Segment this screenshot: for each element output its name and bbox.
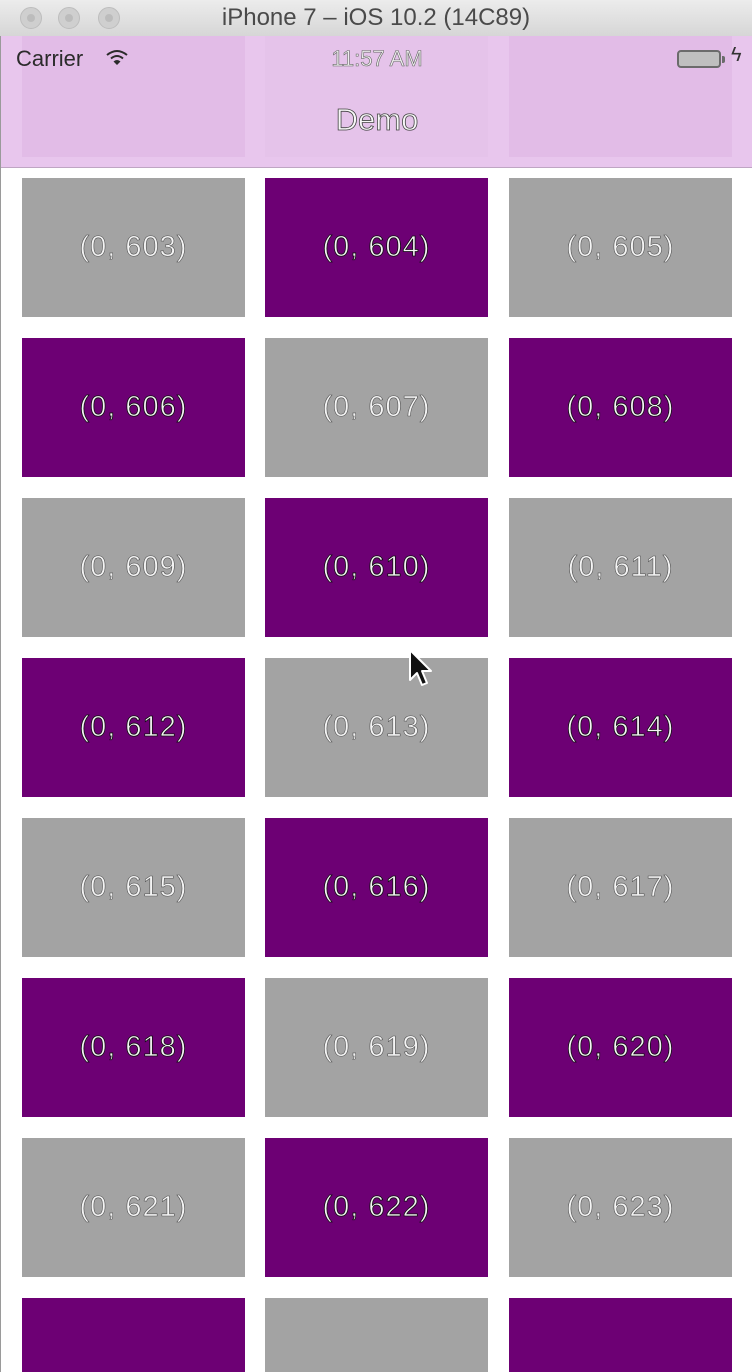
- nav-title: Demo: [335, 102, 419, 137]
- status-time: 11:57 AM: [331, 46, 423, 71]
- grid-cell[interactable]: [509, 1298, 732, 1372]
- grid-cell[interactable]: (0, 620): [509, 978, 732, 1117]
- grid-cell[interactable]: (0, 612): [22, 658, 245, 797]
- mouse-pointer-icon: [408, 648, 434, 690]
- grid-cell[interactable]: (0, 614): [509, 658, 732, 797]
- device-screen: [0, 36, 752, 1372]
- grid-cell[interactable]: [22, 1298, 245, 1372]
- carrier-label: Carrier: [16, 46, 84, 71]
- grid-cell[interactable]: (0, 607): [265, 338, 488, 477]
- grid-cell[interactable]: (0, 623): [509, 1138, 732, 1277]
- grid-cell[interactable]: (0, 603): [22, 178, 245, 317]
- grid-cell[interactable]: (0, 610): [265, 498, 488, 637]
- grid-cell[interactable]: (0, 611): [509, 498, 732, 637]
- charging-bolt-icon: ϟ: [731, 44, 742, 66]
- grid-cell[interactable]: (0, 608): [509, 338, 732, 477]
- grid-cell[interactable]: (0, 615): [22, 818, 245, 957]
- grid-cell[interactable]: (0, 605): [509, 178, 732, 317]
- grid-cell[interactable]: (0, 604): [265, 178, 488, 317]
- window-title: iPhone 7 – iOS 10.2 (14C89): [221, 4, 531, 31]
- grid-cell[interactable]: [265, 1298, 488, 1372]
- grid-cell[interactable]: (0, 606): [22, 338, 245, 477]
- status-bar: [1, 36, 752, 80]
- grid-cell[interactable]: (0, 619): [265, 978, 488, 1117]
- grid-cell[interactable]: (0, 622): [265, 1138, 488, 1277]
- grid-cell[interactable]: (0, 613): [265, 658, 488, 797]
- navigation-bar: [1, 36, 752, 168]
- battery-icon: [677, 50, 721, 68]
- grid-cell[interactable]: (0, 621): [22, 1138, 245, 1277]
- grid-cell[interactable]: (0, 617): [509, 818, 732, 957]
- window-titlebar: [0, 0, 752, 37]
- grid-cell[interactable]: (0, 618): [22, 978, 245, 1117]
- grid-cell[interactable]: (0, 609): [22, 498, 245, 637]
- grid-cell[interactable]: (0, 616): [265, 818, 488, 957]
